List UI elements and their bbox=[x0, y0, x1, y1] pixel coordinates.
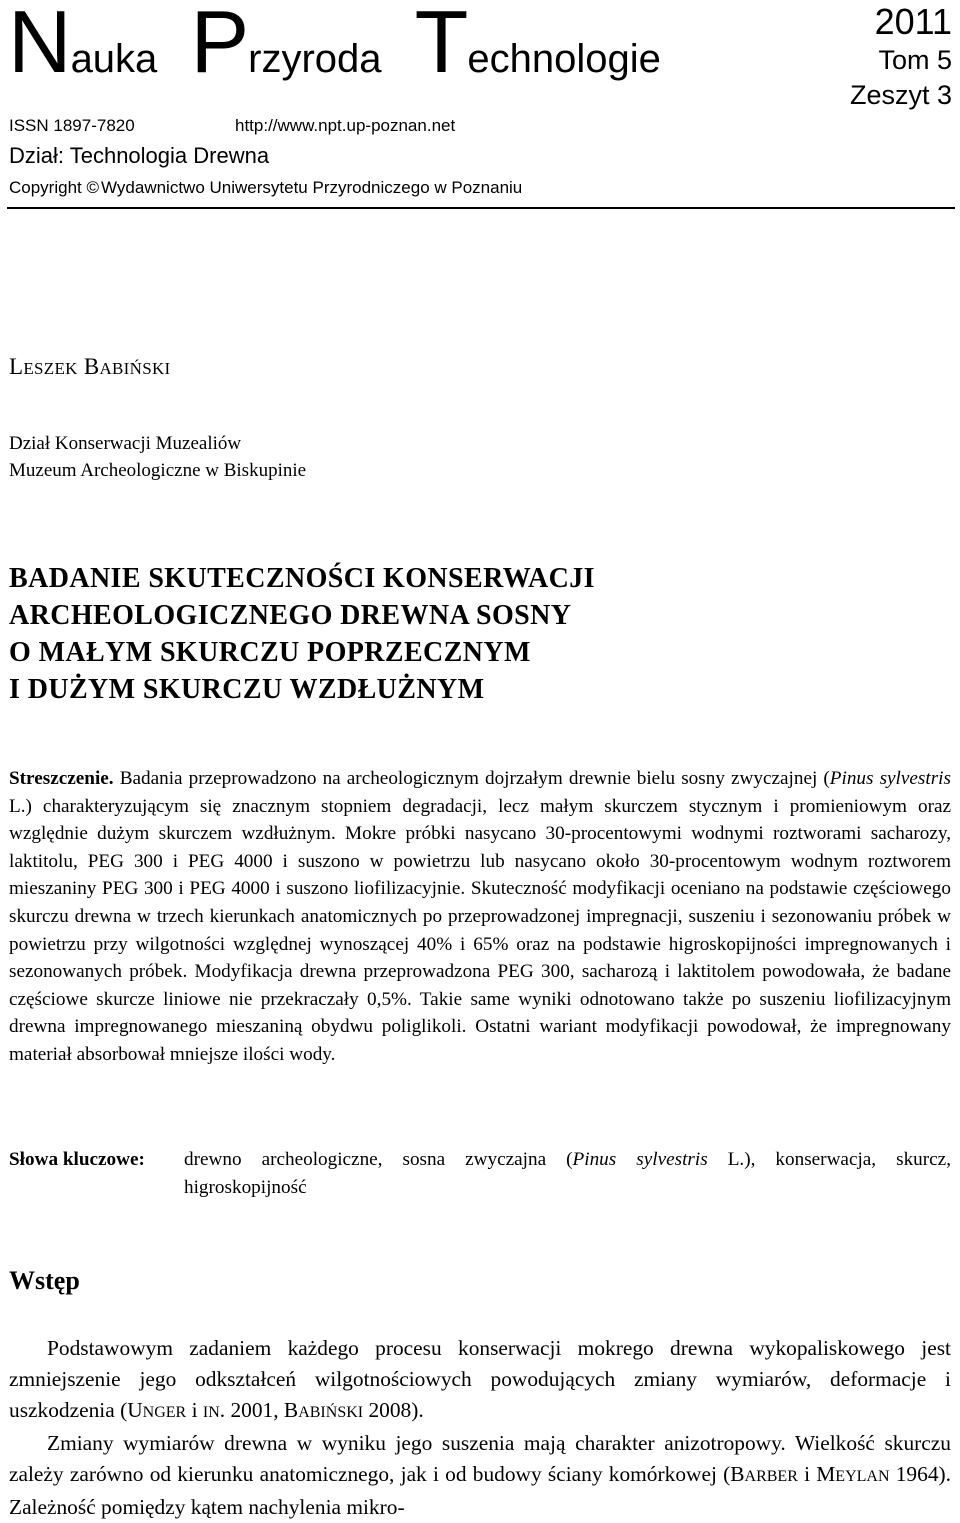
author-last-rest: ABIŃSKI bbox=[99, 359, 171, 378]
citation-name: ABIŃSKI bbox=[298, 1404, 364, 1421]
issue-year: 2011 bbox=[874, 1, 952, 42]
citation-name: EYLAN bbox=[835, 1468, 890, 1485]
title-initial: N bbox=[8, 0, 71, 91]
affiliation-line: Muzeum Archeologiczne w Biskupinie bbox=[9, 460, 307, 481]
journal-title bbox=[8, 0, 683, 91]
title-rest: echnologie bbox=[467, 37, 661, 81]
abstract-label: Streszczenie. bbox=[9, 768, 114, 789]
section-heading: Wstęp bbox=[9, 1266, 80, 1295]
abstract-text: L.) charakteryzującym się znacznym stopniem degradacji, lecz małym skurczem stycznym i promieniowym oraz względnie dużym skurczem wzdłużnym. Mokre próbki nasycano 30-procentowymi wodnymi roztworami sacharozy, laktitolu, PEG 300 i PEG 4000 i suszono w powietrzu lub nasycano około 30-procentowym wodnym roztworem mieszaniny PEG 300 i PEG 4000 i suszono liofilizacyjnie. Skuteczność modyfikacji oceniano na podstawie częściowego skurczu drewna w trzech kierunkach anatomicznych po przeprowadzonej impregnacji, suszeniu i sezonowaniu próbek w powietrzu przy wilgotności względnej wynoszącej 40% i 65% oraz na podstawie higroskopijności impregnowanych i sezonowanych próbek. Modyfikacja drewna przeprowadzona PEG 300, sacharozą i laktitolem powodowała, że badane częściowe skurcze liniowe nie przekraczały 0,5%. Takie same wyniki odnotowano także po suszeniu liofilizacyjnym drewna impregnowanego mieszaniną obydwu poliglikoli. Ostatni wariant modyfikacji powodował, że impregnowany materiał absorbował mniejsze ilości wody. bbox=[9, 795, 951, 1065]
title-initial: T bbox=[414, 0, 468, 91]
author-name bbox=[9, 354, 171, 380]
citation-initial: M bbox=[816, 1462, 836, 1486]
copyright-label: Copyright bbox=[9, 178, 87, 197]
paragraph bbox=[9, 1428, 951, 1523]
publisher-name: Wydawnictwo Uniwersytetu Przyrodniczego w Poznaniu bbox=[101, 178, 523, 197]
title-line: I DUŻYM SKURCZU WZDŁUŻNYM bbox=[9, 674, 485, 705]
affiliation-line: Dział Konserwacji Muzealiów bbox=[9, 433, 242, 454]
journal-title-word bbox=[8, 0, 158, 91]
paragraph-text: . 2001, bbox=[219, 1398, 284, 1422]
citation-initial: U bbox=[127, 1398, 143, 1422]
author-affiliation bbox=[9, 430, 306, 484]
article-title bbox=[9, 560, 595, 708]
title-initial: P bbox=[190, 0, 249, 91]
paragraph-text: 1964). Zależność pomiędzy kątem nachylenia mikro- bbox=[9, 1462, 951, 1519]
paragraph bbox=[9, 1333, 951, 1428]
abstract bbox=[9, 765, 951, 1069]
keywords-label: Słowa kluczowe: bbox=[9, 1149, 145, 1170]
citation-joiner: i bbox=[797, 1462, 817, 1486]
species-name: Pinus sylvestris bbox=[829, 768, 951, 789]
issue-info bbox=[850, 2, 952, 112]
journal-section: Dział: Technologia Drewna bbox=[9, 143, 270, 168]
author-last-initial: B bbox=[83, 354, 100, 379]
copyright-line bbox=[9, 178, 522, 198]
journal-title-word bbox=[190, 0, 382, 91]
title-rest: rzyroda bbox=[248, 37, 382, 81]
title-line: BADANIE SKUTECZNOŚCI KONSERWACJI bbox=[9, 563, 595, 594]
copyright-icon: © bbox=[86, 178, 100, 197]
citation-name: NGER bbox=[142, 1404, 187, 1421]
title-line: ARCHEOLOGICZNEGO DREWNA SOSNY bbox=[9, 600, 572, 631]
citation-joiner: i bbox=[186, 1398, 203, 1422]
paragraph-text: 2008). bbox=[363, 1398, 424, 1422]
abstract-text: Badania przeprowadzono na archeologicznym dojrzałym drewnie bielu sosny zwyczajnej ( bbox=[113, 768, 830, 789]
citation-name: IN bbox=[202, 1404, 220, 1421]
journal-url-link[interactable]: http://www.npt.up-poznan.net bbox=[235, 116, 456, 135]
journal-title-word bbox=[414, 0, 661, 91]
keywords bbox=[9, 1146, 951, 1201]
paragraph-text: Zmiany wymiarów drewna w wyniku jego suszenia mają charakter anizotropowy. Wielkość skurczu zależy zarówno od kierunku anatomicznego, jak i od budowy ściany komórkowej ( bbox=[9, 1431, 951, 1486]
keywords-text-part: L.), konserwacja, skurcz, higroskopijność bbox=[184, 1149, 951, 1198]
intro-body bbox=[9, 1333, 951, 1523]
title-rest: auka bbox=[70, 37, 158, 81]
species-name: Pinus sylvestris bbox=[572, 1149, 708, 1170]
citation-name: ARBER bbox=[744, 1468, 798, 1485]
author-first-initial: L bbox=[9, 354, 24, 379]
keywords-text bbox=[184, 1146, 951, 1201]
issn: ISSN 1897-7820 bbox=[9, 116, 135, 135]
author-first-rest: ESZEK bbox=[23, 359, 78, 378]
title-line: O MAŁYM SKURCZU POPRZECZNYM bbox=[9, 637, 531, 668]
issue-volume: Tom 5 bbox=[878, 45, 952, 75]
citation-initial: B bbox=[283, 1398, 299, 1422]
paragraph-text: Podstawowym zadaniem każdego procesu konserwacji mokrego drewna wykopaliskowego jest zmniejszenie jego odkształceń wilgotnościowych powodujących zmiany wymiarów, deformacje i uszkodzenia ( bbox=[9, 1336, 951, 1422]
keywords-text-part: drewno archeologiczne, sosna zwyczajna ( bbox=[184, 1149, 573, 1170]
issue-number: Zeszyt 3 bbox=[849, 80, 952, 110]
header-divider bbox=[7, 207, 955, 209]
issn-row bbox=[9, 116, 456, 136]
citation-initial: B bbox=[730, 1462, 745, 1486]
